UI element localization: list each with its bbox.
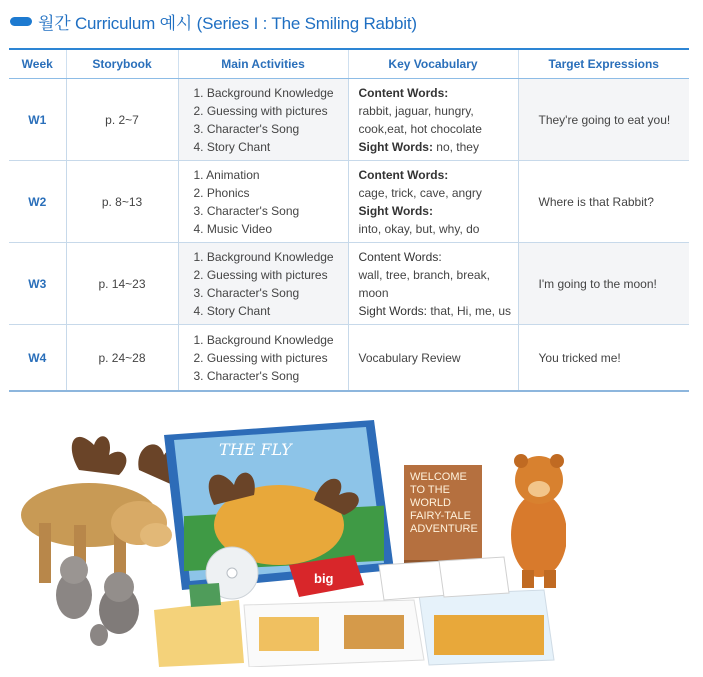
activity-item: 4. Music Video [193,221,272,236]
expression-cell: I'm going to the moon! [518,243,689,325]
col-storybook: Storybook [66,49,178,79]
vocab-line [359,248,517,266]
vocab-line: rabbit, jaguar, hungry, [358,103,474,118]
activity-item: 4. Story Chant [193,303,271,318]
week-cell: W3 [9,243,66,325]
package-box [404,465,482,570]
activity-item: 3. Character's Song [193,121,300,136]
vocab-heading: Content Words: [358,85,449,100]
vocabulary-cell [348,243,518,325]
table-header-row [9,49,689,79]
svg-text:FAIRY-TALE: FAIRY-TALE [410,510,471,522]
vocab-line [359,84,517,102]
col-target-expressions: Target Expressions [518,49,689,79]
storybook-cell: p. 8~13 [66,161,178,243]
table-row [9,325,689,392]
storybook-cell: p. 2~7 [66,79,178,161]
expression-cell: You tricked me! [518,325,689,392]
vocab-heading: Sight Words: [358,303,427,318]
vocab-heading: Content Words: [358,167,449,182]
activity-item: 2. Guessing with pictures [193,350,328,365]
activity-item: 2. Guessing with pictures [193,103,328,118]
vocab-line [359,302,517,320]
week-cell: W1 [9,79,66,161]
table-row [9,243,689,325]
activity-item: 3. Character's Song [193,203,300,218]
vocab-heading: Sight Words: [358,139,433,154]
vocabulary-cell [348,325,518,392]
activity-item: 1. Background Knowledge [193,332,334,347]
vocab-line [359,166,517,184]
svg-text:TO THE: TO THE [410,484,450,496]
vocab-line: cook,eat, hot chocolate [358,121,482,136]
vocab-line: into, okay, but, why, do [358,221,480,236]
svg-text:big: big [314,571,334,586]
vocab-line [359,202,517,220]
title-bullet-icon [10,17,32,26]
vocabulary-cell [348,79,518,161]
activity-item: 2. Phonics [193,185,250,200]
bear-figure [511,454,566,588]
activity-item: 4. Story Chant [193,139,271,154]
vocab-heading: Sight Words: [358,203,433,218]
activities-cell [178,161,348,243]
vocab-heading: Content Words: [358,249,442,264]
vocab-line [359,138,517,156]
activity-item: 1. Animation [193,167,260,182]
svg-text:WELCOME: WELCOME [410,471,467,483]
col-main-activities: Main Activities [178,49,348,79]
activities-cell [178,325,348,392]
mice-figures [56,556,139,646]
table-row [9,161,689,243]
svg-text:WORLD: WORLD [410,497,451,509]
storybook-cell: p. 14~23 [66,243,178,325]
vocab-words: that, Hi, me, us [426,303,512,318]
flip-chart [164,420,394,590]
activities-cell [178,243,348,325]
title-bar [10,8,417,34]
vocab-line: Vocabulary Review [358,350,461,365]
page-title: 월간 Curriculum 예시 (Series I : The Smiling Rabbit) [38,13,417,33]
week-cell: W4 [9,325,66,392]
col-key-vocabulary: Key Vocabulary [348,49,518,79]
product-illustration [14,405,566,667]
vocab-line: wall, tree, branch, break, [358,267,490,282]
expression-cell: They're going to eat you! [518,79,689,161]
vocab-words: no, they [432,139,479,154]
activity-item: 1. Background Knowledge [193,249,334,264]
week-cell: W2 [9,161,66,243]
expression-cell: Where is that Rabbit? [518,161,689,243]
activity-item: 1. Background Knowledge [193,85,334,100]
svg-text:ADVENTURE: ADVENTURE [410,523,478,535]
table-row [9,79,689,161]
activities-cell [178,79,348,161]
vocab-line: moon [358,285,389,300]
curriculum-table [9,48,689,392]
activity-item: 3. Character's Song [193,368,300,383]
book-title: THE FLY [219,440,292,459]
storybook-cell: p. 24~28 [66,325,178,392]
vocab-line: cage, trick, cave, angry [358,185,482,200]
col-week: Week [9,49,66,79]
vocabulary-cell [348,161,518,243]
activity-item: 2. Guessing with pictures [193,267,328,282]
activity-item: 3. Character's Song [193,285,300,300]
